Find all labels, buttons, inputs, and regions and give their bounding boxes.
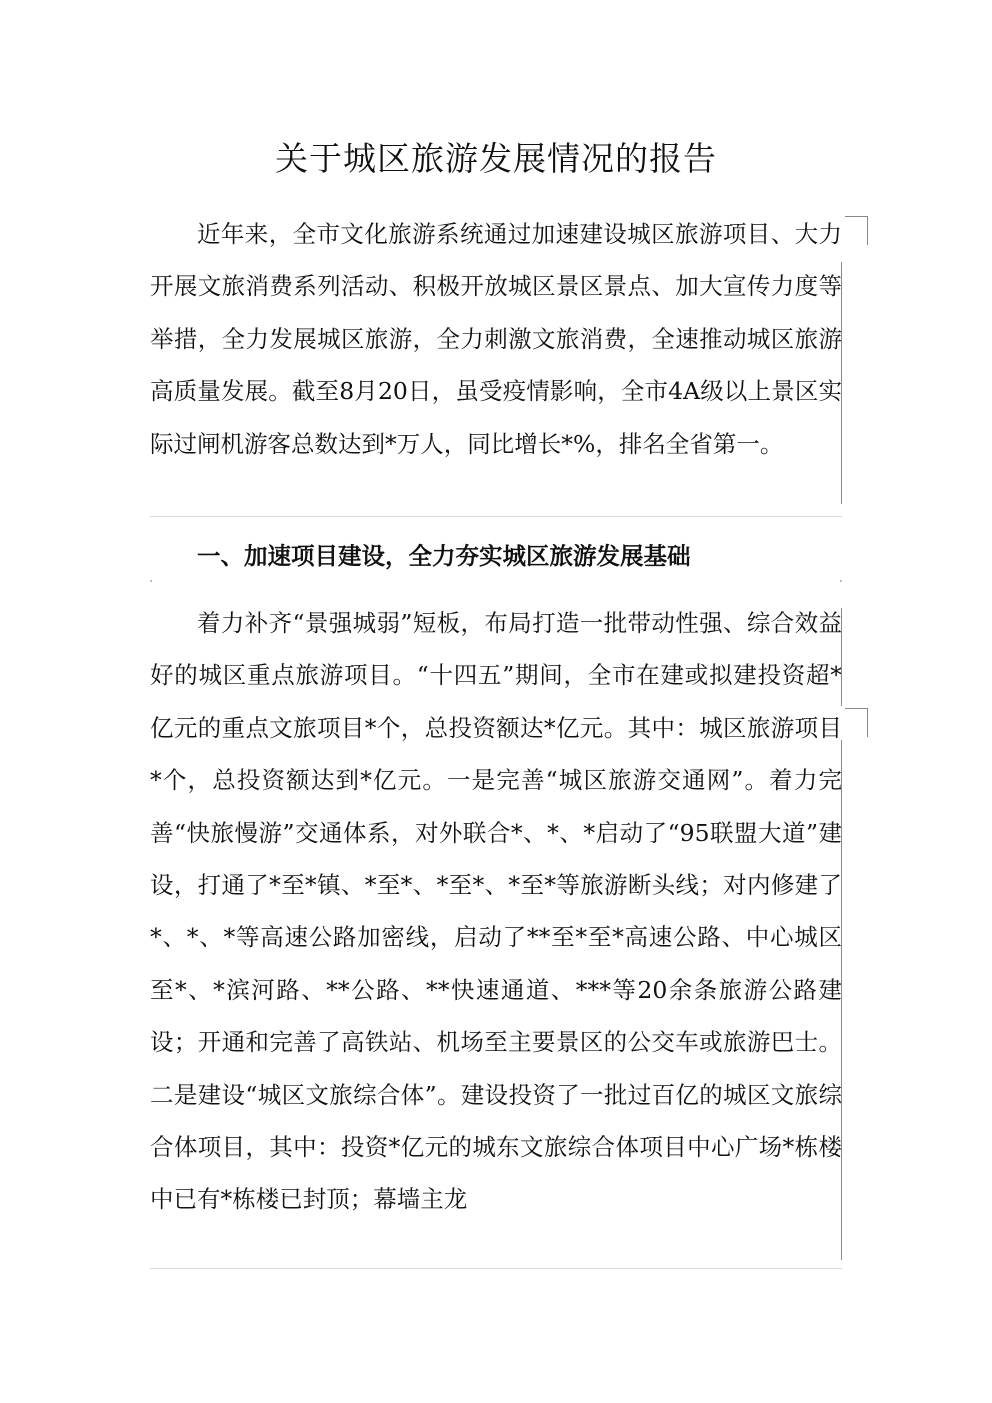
section-heading: 一、加速项目建设，全力夯实城区旅游发展基础 [197, 542, 691, 570]
margin-edge-line [841, 608, 842, 706]
margin-corner-mark [845, 708, 868, 737]
margin-edge-line [841, 740, 842, 1260]
bottom-divider [150, 1268, 842, 1269]
paragraph-divider [150, 516, 842, 517]
margin-corner-mark [845, 216, 868, 245]
guide-dot [150, 580, 152, 582]
document-title: 关于城区旅游发展情况的报告 [275, 139, 717, 178]
guide-dot [840, 580, 842, 582]
margin-edge-line [841, 262, 842, 504]
body-paragraph: 着力补齐“景强城弱”短板，布局打造一批带动性强、综合效益好的城区重点旅游项目。“十四五”期间，全市在建或拟建投资超*亿元的重点文旅项目*个，总投资额达*亿元。其中：城区旅游项目*个，总投资额达到*亿元。一是完善“城区旅游交通网”。着力完善“快旅慢游”交通体系，对外联合*、*、*启动了“95联盟大道”建设，打通了*至*镇、*至*、*至*、*至*等旅游断头线；对内修建了*、*、*等高速公路加密线，启动了**至*至*高速公路、中心城区至*、*滨河路、**公路、**快速通道、***等20余条旅游公路建设；开通和完善了高铁站、机场至主要景区的公交车或旅游巴士。二是建设“城区文旅综合体”。建设投资了一批过百亿的城区文旅综合体项目，其中：投资*亿元的城东文旅综合体项目中心广场*栋楼中已有*栋楼已封顶；幕墙主龙 [150, 609, 842, 1214]
intro-paragraph: 近年来，全市文化旅游系统通过加速建设城区旅游项目、大力开展文旅消费系列活动、积极开放城区景区景点、加大宣传力度等举措，全力发展城区旅游，全力刺激文旅消费，全速推动城区旅游高质量发展。截至8月20日，虽受疫情影响，全市4A级以上景区实际过闸机游客总数达到*万人，同比增长*%，排名全省第一。 [150, 220, 842, 458]
